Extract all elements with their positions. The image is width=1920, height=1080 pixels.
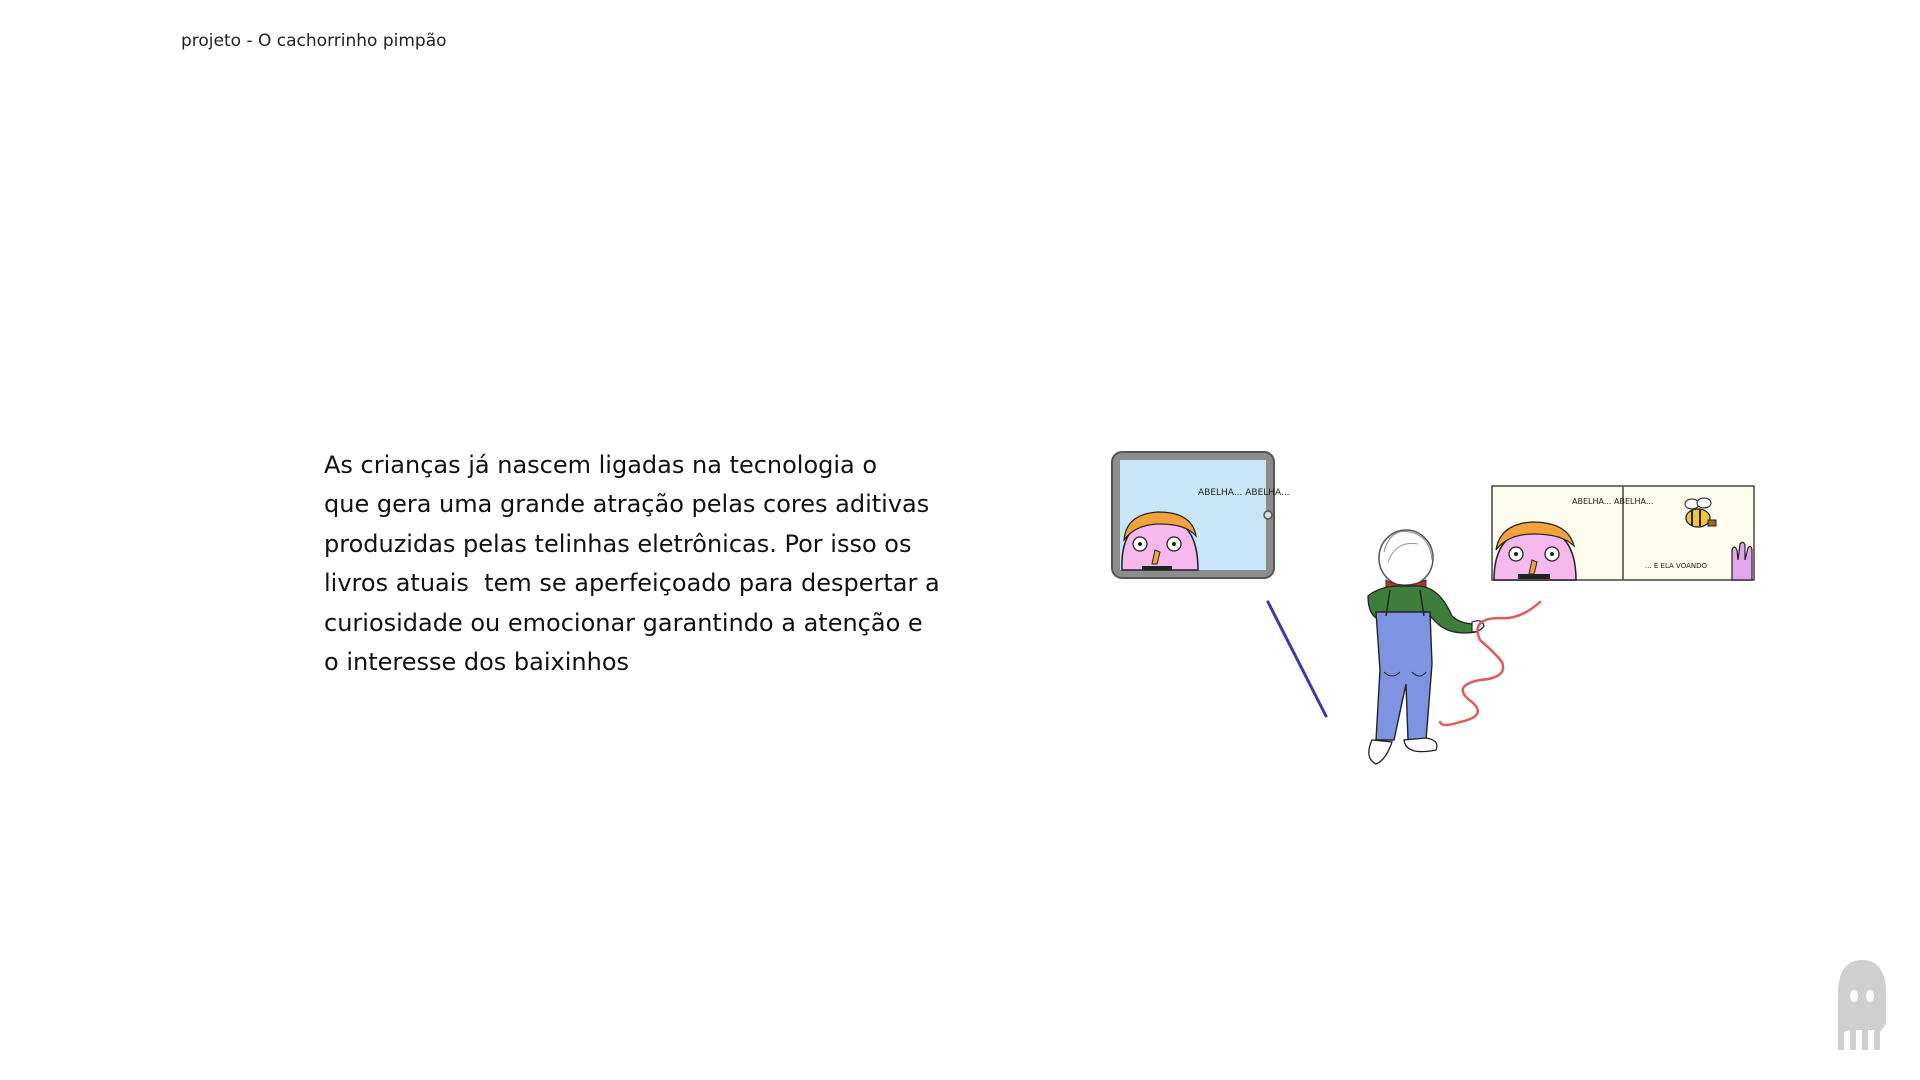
paragraph-line: livros atuais tem se aperfeiçoado para despertar a [324,569,940,598]
tablet-illustration [1112,452,1290,578]
main-paragraph [324,446,944,682]
tablet-caption: ABELHA... ABELHA... [1198,488,1290,498]
paragraph-line: curiosidade ou emocionar garantindo a atenção e [324,608,923,637]
paragraph-line: As crianças já nascem ligadas na tecnologia o [324,451,878,479]
paragraph-line: que gera uma grande atração pelas cores aditivas [324,490,930,519]
paragraph-line: o interesse dos baixinhos [324,648,630,677]
ghost-octopus-icon [1832,954,1892,1054]
child-figure [1368,530,1484,764]
blue-connector-line [1268,602,1326,716]
book-caption-left: ABELHA... ABELHA... [1572,497,1654,506]
page-header-title: projeto - O cachorrinho pimpão [181,31,447,51]
book-face-drawing [1494,522,1576,580]
book-caption-right: ... E ELA VOANDO [1645,562,1708,570]
open-book-illustration [1492,486,1754,580]
paragraph-line: produzidas pelas telinhas eletrônicas. Por isso os [324,529,912,558]
tablet-face-drawing [1122,512,1198,570]
child-screen-vs-book-illustration [1100,440,1780,780]
